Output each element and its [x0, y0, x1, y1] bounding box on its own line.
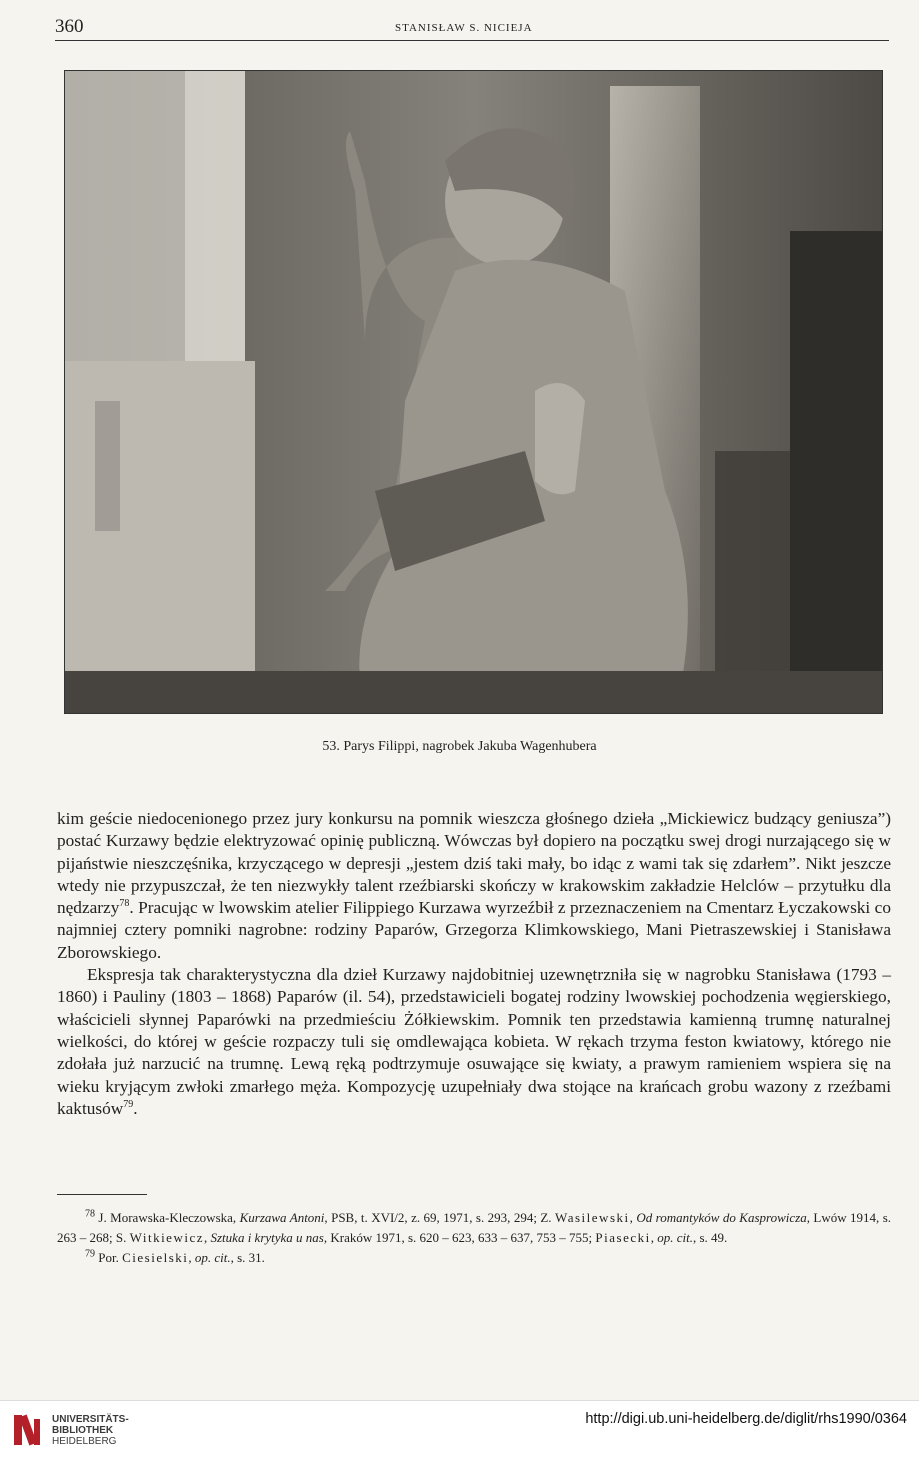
footnote-text: J. Morawska-Kleczowska,	[95, 1210, 240, 1225]
footnote-title: Kurzawa Antoni	[239, 1210, 325, 1225]
paragraph-2-text: Ekspresja tak charakterystyczna dla dzieł Kurzawy najdobitniej uzewnętrzniła się w nagrobku Stanisława (1793 – 1860) i Pauliny (1803 – 1868) Paparów (il. 54), przedstawicieli bogatej rodziny lwowskiej pochodzenia węgierskiego, właścicieli słynnej Paparówki na przedmieściu Żółkiewskim. Pomnik ten przedstawia kamienną trumnę naturalnej wielkości, do której w geście rozpaczy tuli się omdlewająca kobieta. W rękach trzyma feston kwiatowy, którego nie zdołała już narzucić na trumnę. Lewą ręką podtrzymuje osuwające się kwiaty, a prawym ramieniem wspiera się na wieku kryjącym zwłoki zmarłego męża. Kompozycję uzupełniały dwa stojące na krańcach grobu wazony z rzeźbami kaktusów	[57, 965, 891, 1118]
page-header	[55, 14, 889, 41]
paragraph-2	[57, 964, 891, 1120]
library-footer	[0, 1400, 919, 1464]
footnote-text: Por.	[95, 1250, 123, 1265]
logo-line-3: HEIDELBERG	[52, 1436, 117, 1447]
footnote-author: Ciesielski	[122, 1250, 189, 1265]
paragraph-1-text: kim geście niedocenionego przez jury konkursu na pomnik wieszcza głośnego dzieła „Mickiewicz budzący geniusza”) postać Kurzawy będzie elektryzować opinię publiczną. Wówczas był dopiero na początku swej drogi nurzającego się w pijaństwie nieszczęśnika, krzyczącego w depresji „jestem dziś taki mały, bo idąc z wami tak się zdarłem”. Nikt jeszcze wtedy nie przypuszczał, że ten niezwykły talent rzeźbiarski skończy w krakowskim zakładzie Helclów – przytułku dla nędzarzy	[57, 809, 891, 918]
footnote-title: op. cit.	[194, 1250, 231, 1265]
footnote-number: 79	[85, 1248, 95, 1260]
footnote-text: , s. 49.	[693, 1230, 728, 1245]
footnote-ref-78[interactable]: 78	[119, 898, 130, 910]
footnote-79	[57, 1248, 891, 1268]
footnote-text: ,	[629, 1210, 637, 1225]
logo-line-1: UNIVERSITÄTS-	[52, 1414, 129, 1425]
footnote-text: , s. 31.	[230, 1250, 265, 1265]
footnote-number: 78	[85, 1208, 95, 1220]
footnote-ref-79[interactable]: 79	[123, 1099, 134, 1111]
footnote-divider	[57, 1194, 147, 1195]
source-url[interactable]: http://digi.ub.uni-heidelberg.de/diglit/rhs1990/0364	[585, 1411, 907, 1427]
footnote-text: ,	[204, 1230, 211, 1245]
footnote-78	[57, 1208, 891, 1248]
footnote-text: , Kraków 1971, s. 620 – 623, 633 – 637, 753 – 755;	[323, 1230, 596, 1245]
footnote-title: Sztuka i krytyka u nas	[210, 1230, 324, 1245]
footnote-text: ,	[188, 1250, 195, 1265]
logo-line-2: BIBLIOTHEK	[52, 1425, 114, 1436]
footnotes	[57, 1208, 891, 1268]
footnote-author: Wasilewski	[555, 1210, 630, 1225]
library-logo-text	[52, 1414, 129, 1447]
paragraph-1	[57, 808, 891, 964]
statue-photo-illustration	[65, 71, 882, 713]
footnote-title: op. cit.	[657, 1230, 693, 1245]
footnote-text: ,	[650, 1230, 658, 1245]
figure-caption: 53. Parys Filippi, nagrobek Jakuba Wagenhubera	[322, 739, 597, 754]
paragraph-2-text-cont: .	[133, 1098, 138, 1118]
footnote-author: Piasecki	[595, 1230, 651, 1245]
running-head: STANISŁAW S. NICIEJA	[395, 22, 533, 34]
figure-photo	[64, 70, 883, 714]
paragraph-1-text-cont: . Pracując w lwowskim atelier Filippiego Kurzawa wyrzeźbił z przeznaczeniem na Cmentarz Łyczakowski co najmniej cztery pomniki nagrobne: rodziny Paparów, Grzegorza Klimkowskiego, Mani Pietraszewskiej i Stanisława Zborowskiego.	[57, 898, 891, 962]
library-logo-icon	[8, 1411, 48, 1449]
footnote-author: Witkiewicz	[129, 1230, 204, 1245]
footnote-text: , PSB, t. XVI/2, z. 69, 1971, s. 293, 294; Z.	[324, 1210, 555, 1225]
footnote-title: Od romantyków do Kasprowicza	[636, 1210, 807, 1225]
page-number: 360	[55, 16, 84, 37]
footnote-text: , Lwów 1914, s. 263 – 268; S.	[57, 1210, 892, 1245]
body-text	[57, 808, 891, 1120]
